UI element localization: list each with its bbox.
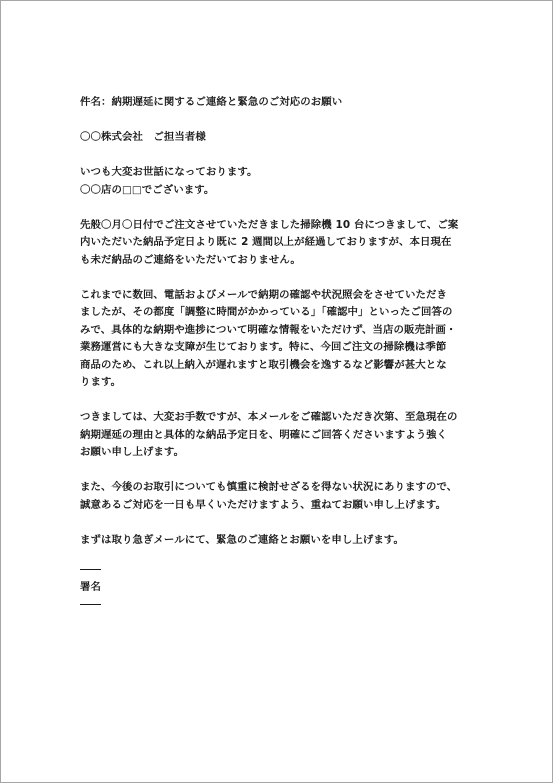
signature-label: 署名: [80, 580, 101, 593]
signature-block: [80, 561, 480, 614]
paragraph-line: 誠意あるご対応を一日も早くいただけますよう、重ねてお願い申し上げます。: [80, 498, 447, 511]
paragraph-line: ります。: [80, 376, 122, 388]
paragraph-delay-notice: [80, 217, 480, 270]
paragraph-line: 先般〇月〇日付でご注文させていただきました掃除機 10 台につきまして、ご案: [80, 218, 459, 231]
greeting-line: いつも大変お世話になっております。: [80, 166, 258, 178]
paragraph-line: みで、具体的な納期や進捗について明確な情報をいただけず、当店の販売計画・: [80, 323, 457, 336]
paragraph-line: また、今後のお取引についても慎重に検討せざるを得ない状況にありますので、: [80, 481, 458, 493]
closing-line: まずは取り急ぎメールにて、緊急のご連絡とお願いを申し上げます。: [80, 533, 404, 546]
paragraph-line: も未だ納品のご連絡をいただいておりません。: [80, 253, 301, 266]
paragraph-future-dealings: [80, 479, 480, 514]
greeting-line: 〇〇店の□□でございます。: [80, 183, 215, 196]
signature-rule-bottom: [80, 596, 480, 614]
paragraph-line: お願い申し上げます。: [80, 446, 185, 458]
paragraph-line: 内いただいた納品予定日より既に 2 週間以上が経過しておりますが、本日現在: [80, 236, 452, 248]
paragraph-history: [80, 287, 480, 392]
paragraph-line: 商品のため、これ以上納入が遅れますと取引機会を逸するなど影響が甚大とな: [80, 358, 447, 371]
paragraph-line: 納期遅延の理由と具体的な納品予定日を、明確にご回答くださいますよう強く: [80, 428, 448, 441]
paragraph-line: つきましては、大変お手数ですが、本メールをご確認いただき次第、至急現在の: [80, 411, 458, 423]
subject-line: 件名：納期遅延に関するご連絡と緊急のご対応のお願い: [80, 96, 343, 108]
paragraph-line: ましたが、その都度「調整に時間がかかっている」「確認中」といったご回答の: [80, 306, 453, 318]
recipient-line: 〇〇株式会社 ご担当者様: [80, 131, 206, 143]
paragraph-request: [80, 409, 480, 462]
letter-body: [80, 94, 480, 614]
paragraph-line: 業務運営にも大きな支障が生じております。特に、今回ご注文の掃除機は季節: [80, 341, 447, 353]
greeting-block: [80, 164, 480, 199]
paragraph-line: これまでに数回、電話およびメールで納期の確認や状況照会をさせていただき: [80, 288, 447, 301]
signature-rule-top: [80, 561, 480, 579]
